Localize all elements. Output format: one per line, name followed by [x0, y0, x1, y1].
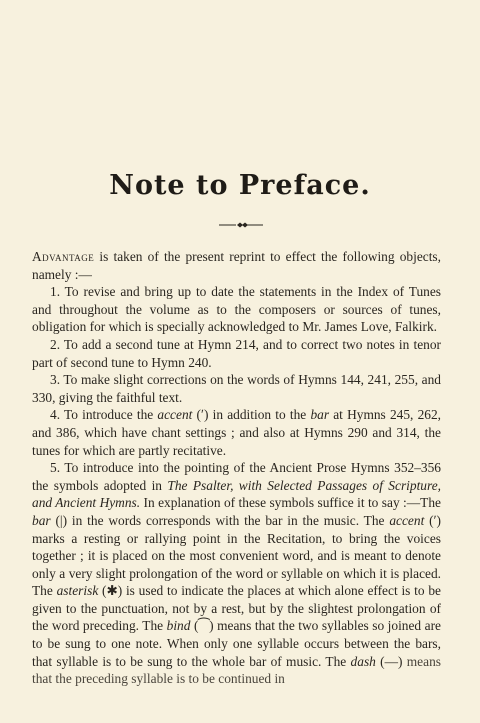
item-5-text-c: in the words corresponds with the bar in the music. The [67, 512, 390, 528]
item-5-text-a: 5. To introduce into the pointing of the Ancient Prose Hymns 352–356 the symbols adopted in [32, 460, 441, 493]
intro-rest: is taken of the present reprint to effect the following objects, namely :— [32, 249, 441, 282]
item-5-book-title: The Psalter, with Selected Passages of Scripture, and Ancient Hymns. [32, 477, 441, 511]
item-5-bind-term: bind [166, 618, 191, 634]
intro-paragraph [32, 248, 441, 283]
item-5-dash-symbol: (—) [375, 653, 403, 669]
intro-lead: Advantage [32, 249, 95, 264]
item-4-text-b: in addition to the [208, 407, 311, 423]
item-5 [32, 459, 441, 688]
item-5-asterisk-symbol: (✱) [98, 583, 123, 599]
page-title: Note to Preface. [109, 170, 371, 201]
item-2: 2. To add a second tune at Hymn 214, and to correct two notes in tenor part of second tune to Hymn 240. [32, 336, 441, 370]
item-1: 1. To revise and bring up to date the statements in the Index of Tunes and throughout the volume as to the composers or sources of tunes, obligation for which is specially acknowledged to Mr. James Love, Falkirk. [32, 284, 441, 335]
item-4-accent-symbol: (ʹ) [192, 407, 209, 423]
item-5-asterisk-term: asterisk [56, 583, 99, 599]
item-5-text-d: marks a resting or rallying point in the Recitation, to bring the voices together ; it is placed on the most convenient word, and is meant to denote only a very slight prolongation of the word or syllable on which it is placed. The [32, 530, 441, 599]
item-5-text-g: means that the preceding syllable is to be continued in [32, 653, 441, 687]
item-5-text-e: is used to indicate the places at which alone effect is to be given to the punctuation, not by a rest, but by the slightest prolongation of the word preceding. The [32, 583, 441, 634]
item-4 [32, 406, 441, 459]
ornament-divider-icon [219, 222, 263, 228]
item-5-bind-symbol: (⁀) [190, 618, 214, 634]
item-4-accent-term: accent [157, 407, 193, 423]
item-5-dash-term: dash [350, 653, 376, 669]
item-4-bar-term: bar [310, 407, 330, 423]
body-text [32, 248, 441, 688]
item-4-text-c: at Hymns 245, 262, and 386, which have chant settings ; and also at Hymns 290 and 314, the tunes for which are partly recitative. [32, 407, 442, 458]
item-5-text-b: In explanation of these symbols suffice it to say :—The [140, 495, 441, 511]
item-5-accent-term: accent [389, 512, 425, 528]
item-4-text-a: 4. To introduce the [50, 407, 158, 423]
item-5-accent-symbol: (ʹ) [424, 512, 441, 528]
item-5-bar-symbol: (|) [50, 512, 68, 528]
item-3: 3. To make slight corrections on the words of Hymns 144, 241, 255, and 330, giving the faithful text. [32, 372, 441, 405]
item-5-text-f: means that the two syllables so joined are to be sung to one note. When only one syllable occurs between the bars, that syllable is to be sung to the whole bar of music. The [32, 618, 441, 669]
item-5-bar-term: bar [32, 512, 51, 528]
